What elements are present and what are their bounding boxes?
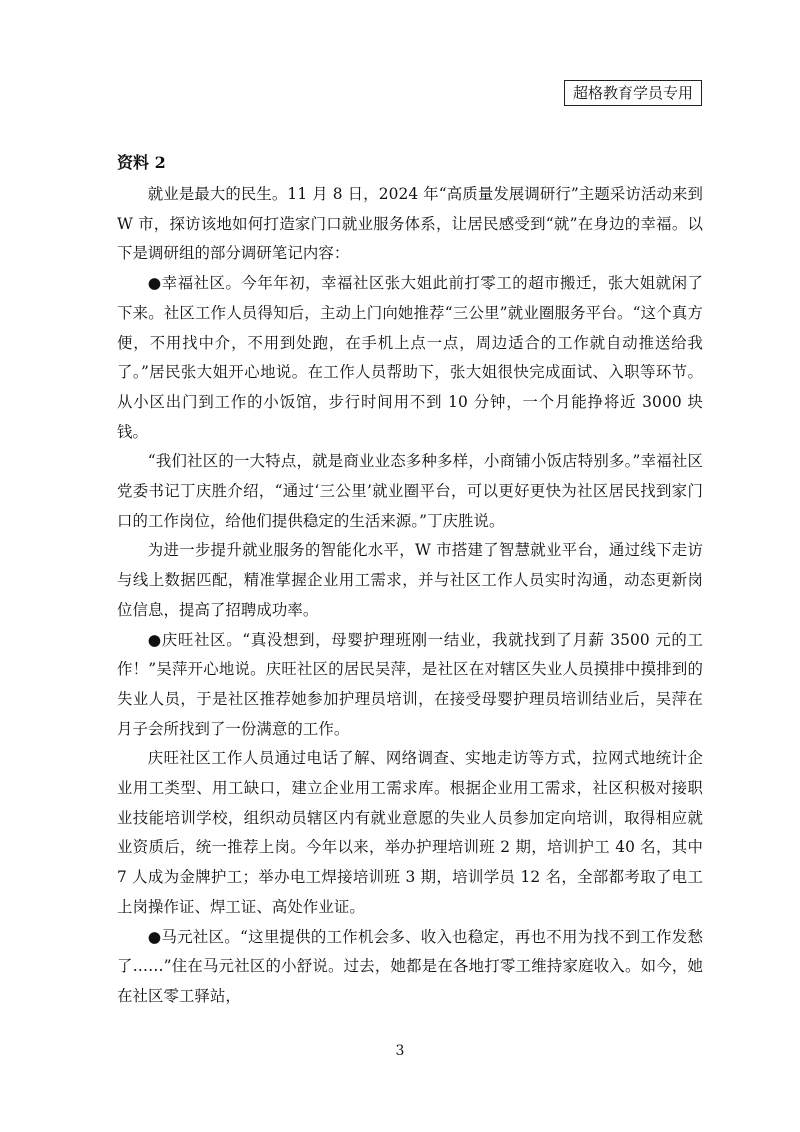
paragraph-mayuan-community: ●马元社区。“这里提供的工作机会多、收入也稳定，再也不用为找不到工作发愁了……”住在马元社区的小舒说。过去，她都是在各地打零工维持家庭收入。如今，她在社区零工驿站， (117, 927, 703, 1005)
paragraph-qingwang-training: 庆旺社区工作人员通过电话了解、网络调查、实地走访等方式，拉网式地统计企业用工类型、用工缺口，建立企业用工需求库。根据企业用工需求，社区积极对接职业技能培训学校，组织动员辖区内有就业意愿的失业人员参加定向培训，取得相应就业资质后，统一推荐上岗。今年以来，举办护理培训班 2 期，培训护工 40 名，其中 7 人成为金牌护工；举办电工焊接培训班 3 期，培训学员 12 名，全部都考取了电工上岗操作证、焊工证、高处作业证。 (117, 749, 703, 916)
page-number: 3 (395, 1043, 405, 1059)
paragraph-intro: 就业是最大的民生。11 月 8 日，2024 年“高质量发展调研行”主题采访活动来到 W 市，探访该地如何打造家门口就业服务体系，让居民感受到“就”在身边的幸福。以下是调研组的部分调研笔记内容： (117, 185, 703, 263)
usage-stamp: 超格教育学员专用 (564, 80, 702, 106)
paragraph-xingfu-quote: “我们社区的一大特点，就是商业业态多种多样，小商铺小饭店特别多。”幸福社区党委书记丁庆胜介绍，“通过‘三公里’就业圈平台，可以更好更快为社区居民找到家门口的工作岗位，给他们提供稳定的生活来源。”丁庆胜说。 (117, 452, 703, 530)
paragraph-xingfu-community: ●幸福社区。今年年初，幸福社区张大姐此前打零工的超市搬迁，张大姐就闲了下来。社区工作人员得知后，主动上门向她推荐“三公里”就业圈服务平台。“这个真方便，不用找中介，不用到处跑，在手机上点一点，周边适合的工作就自动推送给我了。”居民张大姐开心地说。在工作人员帮助下，张大姐很快完成面试、入职等环节。从小区出门到工作的小饭馆，步行时间用不到 10 分钟，一个月能挣将近 3000 块钱。 (117, 274, 703, 441)
paragraph-qingwang-community: ●庆旺社区。“真没想到，母婴护理班刚一结业，我就找到了月薪 3500 元的工作！”吴萍开心地说。庆旺社区的居民吴萍，是社区在对辖区失业人员摸排中摸排到的失业人员，于是社区推荐她参加护理员培训，在接受母婴护理员培训结业后，吴萍在月子会所找到了一份满意的工作。 (117, 630, 703, 738)
paragraph-smart-platform: 为进一步提升就业服务的智能化水平，W 市搭建了智慧就业平台，通过线下走访与线上数据匹配，精准掌握企业用工需求，并与社区工作人员实时沟通，动态更新岗位信息，提高了招聘成功率。 (117, 541, 703, 619)
document-body (117, 180, 703, 1012)
section-title: 资料 2 (117, 153, 166, 172)
